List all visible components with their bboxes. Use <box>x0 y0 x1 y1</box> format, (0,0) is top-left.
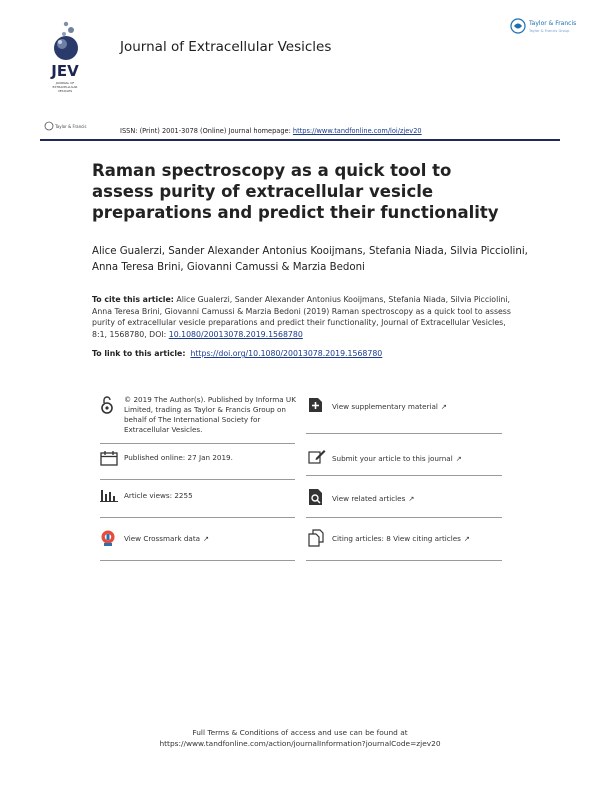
divider <box>306 475 502 476</box>
related-articles-link[interactable]: View related articles <box>332 494 406 503</box>
journal-homepage-link[interactable]: https://www.tandfonline.com/loi/zjev20 <box>292 127 422 135</box>
related-search-icon <box>308 488 324 506</box>
article-title: Raman spectroscopy as a quick tool to assess purity of extracellular vesicle preparations and predict their functionality <box>92 161 499 222</box>
svg-text:Taylor & Francis: Taylor & Francis <box>55 124 87 129</box>
divider <box>100 560 295 561</box>
issn-line <box>120 127 422 135</box>
taylor-francis-small-logo <box>44 120 87 132</box>
issn-text: ISSN: (Print) 2001-3078 (Online) Journal homepage: <box>120 127 293 135</box>
bar-chart-icon <box>100 488 118 502</box>
doi-link[interactable]: 10.1080/20013078.2019.1568780 <box>168 329 303 339</box>
svg-text:JOURNAL OF: JOURNAL OF <box>55 81 75 85</box>
divider <box>306 560 502 561</box>
link-line <box>92 349 382 358</box>
citing-articles-link[interactable]: Citing articles: 8 View citing articles <box>332 534 461 543</box>
jev-logo-text: JEV <box>51 62 79 80</box>
external-link-icon: ↗ <box>463 534 470 543</box>
svg-text:VESICLES: VESICLES <box>57 89 73 93</box>
external-link-icon: ↗ <box>203 534 210 543</box>
submit-article-link[interactable]: Submit your article to this journal <box>332 454 453 463</box>
external-link-icon: ↗ <box>455 454 462 463</box>
header-divider <box>40 139 560 141</box>
footer <box>0 727 600 749</box>
footer-url[interactable]: https://www.tandfonline.com/action/journalInformation?journalCode=zjev20 <box>159 739 441 748</box>
license-text: © 2019 The Author(s). Published by Informa UK Limited, trading as Taylor & Francis Group on behalf of The International Society for Extracellular Vesicles. <box>124 395 296 434</box>
cite-text: Alice Gualerzi, Sander Alexander Antonius Kooijmans, Stefania Niada, Silvia Picciolini, Anna Teresa Brini, Giovanni Camussi & Marzia Bedoni (2019) Raman spectroscopy as a quick tool to assess purity of extracellular vesicle preparations and predict their functionality, Journal of Extracellular Vesicles, 8:1, 1568780, DOI: <box>92 295 511 339</box>
divider <box>306 517 502 518</box>
divider <box>306 433 502 434</box>
divider <box>100 479 295 480</box>
cite-label: To cite this article: <box>92 295 174 304</box>
divider <box>100 517 295 518</box>
svg-text:Taylor & Francis Group: Taylor & Francis Group <box>529 29 570 33</box>
article-views: Article views: 2255 <box>124 491 193 500</box>
citing-articles-icon <box>308 529 326 547</box>
svg-text:Taylor & Francis: Taylor & Francis <box>529 20 577 27</box>
journal-title[interactable]: Journal of Extracellular Vesicles <box>120 39 332 55</box>
svg-text:EXTRACELLULAR: EXTRACELLULAR <box>52 85 78 89</box>
external-link-icon: ↗ <box>408 494 415 503</box>
divider <box>100 443 295 444</box>
link-label: To link to this article: <box>92 349 186 358</box>
authors: Alice Gualerzi, Sander Alexander Antonius Kooijmans, Stefania Niada, Silvia Picciolini, Anna Teresa Brini, Giovanni Camussi & Marzia Bedoni <box>92 246 528 273</box>
open-access-icon <box>100 395 114 415</box>
supplementary-link[interactable]: View supplementary material <box>332 402 438 411</box>
external-link-icon: ↗ <box>440 402 447 411</box>
footer-terms: Full Terms & Conditions of access and use can be found at <box>192 728 408 737</box>
published-date: Published online: 27 Jan 2019. <box>124 453 233 462</box>
crossmark-link[interactable]: View Crossmark data <box>124 534 201 543</box>
article-link[interactable]: https://doi.org/10.1080/20013078.2019.1568780 <box>190 349 383 358</box>
pencil-edit-icon <box>308 448 326 464</box>
crossmark-icon <box>100 529 116 547</box>
taylor-francis-logo <box>510 16 582 36</box>
calendar-icon <box>100 450 118 466</box>
jev-logo <box>44 18 86 98</box>
supplementary-plus-icon <box>308 397 323 413</box>
citation-block <box>92 294 522 340</box>
